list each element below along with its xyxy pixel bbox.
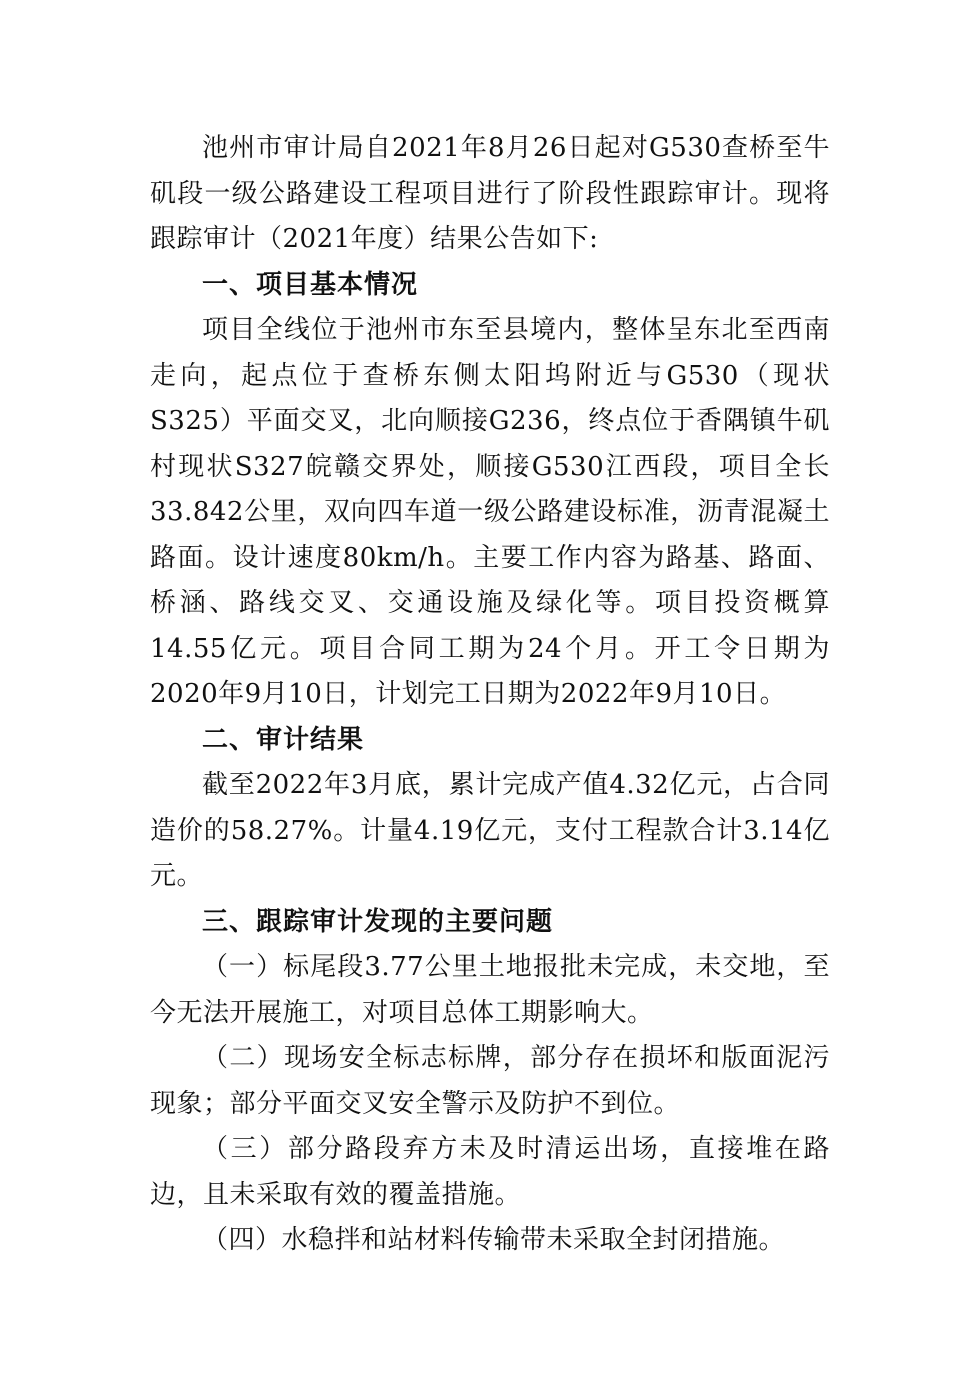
section-heading-basic-info: 一、项目基本情况 — [202, 269, 419, 300]
intro-paragraph: 池州市审计局自2021年8月26日起对G530查桥至牛矶段一级公路建设工程项目进行了阶段性跟踪审计。现将跟踪审计（2021年度）结果公告如下: — [150, 133, 830, 254]
issue-item-2: （二）现场安全标志标牌，部分存在损坏和版面泥污现象；部分平面交叉安全警示及防护不到位。 — [150, 1043, 830, 1119]
issue-item-1: （一）标尾段3.77公里土地报批未完成，未交地，至今无法开展施工，对项目总体工期影响大。 — [150, 952, 830, 1028]
section-heading-main-issues: 三、跟踪审计发现的主要问题 — [202, 906, 554, 937]
issue-item-3: （三）部分路段弃方未及时清运出场，直接堆在路边，且未采取有效的覆盖措施。 — [150, 1134, 830, 1210]
basic-info-paragraph: 项目全线位于池州市东至县境内，整体呈东北至西南走向，起点位于查桥东侧太阳坞附近与G530（现状S325）平面交叉，北向顺接G236，终点位于香隅镇牛矶村现状S327皖赣交界处，顺接G530江西段，项目全长33.842公里，双向四车道一级公路建设标准，沥青混凝土路面。设计速度80km/h。主要工作内容为路基、路面、桥涵、路线交叉、交通设施及绿化等。项目投资概算14.55亿元。项目合同工期为24个月。开工令日期为2020年9月10日，计划完工日期为2022年9月10日。 — [150, 315, 830, 709]
section-heading-audit-results: 二、审计结果 — [202, 724, 365, 755]
audit-results-paragraph: 截至2022年3月底，累计完成产值4.32亿元，占合同造价的58.27%。计量4.19亿元，支付工程款合计3.14亿元。 — [150, 770, 830, 891]
document-body — [150, 126, 830, 1264]
issue-item-4: （四）水稳拌和站材料传输带未采取全封闭措施。 — [202, 1225, 786, 1255]
